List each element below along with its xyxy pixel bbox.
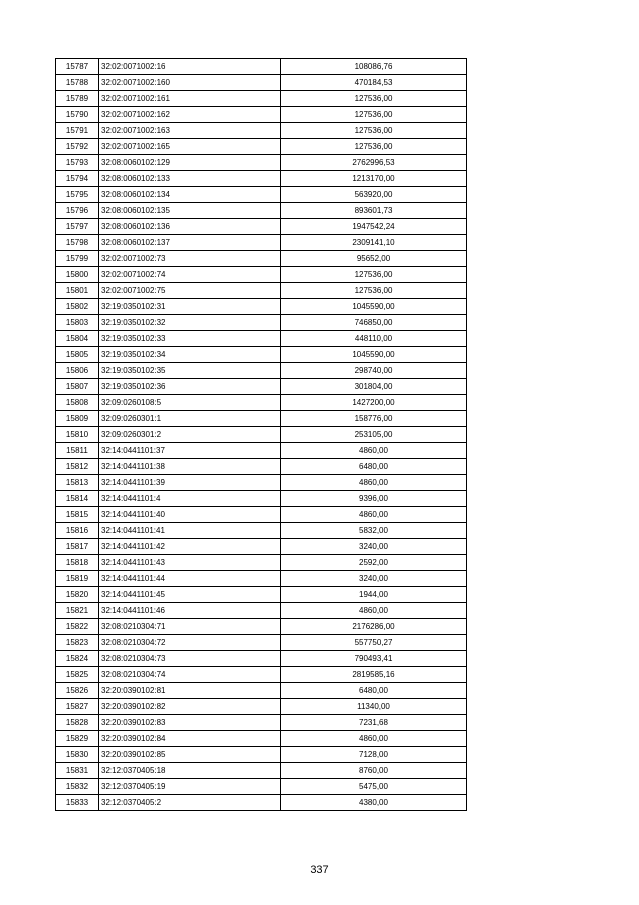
table-row — [56, 235, 467, 251]
table-row — [56, 155, 467, 171]
cadastral-number-cell: 32:20:0390102:83 — [99, 715, 281, 731]
row-number-cell: 15821 — [56, 603, 99, 619]
value-cell: 4860,00 — [281, 731, 467, 747]
table-row — [56, 747, 467, 763]
row-number-cell: 15805 — [56, 347, 99, 363]
value-cell: 1427200,00 — [281, 395, 467, 411]
value-cell: 6480,00 — [281, 459, 467, 475]
table-row — [56, 699, 467, 715]
value-cell: 8760,00 — [281, 763, 467, 779]
cadastral-number-cell: 32:14:0441101:42 — [99, 539, 281, 555]
table-row — [56, 651, 467, 667]
row-number-cell: 15788 — [56, 75, 99, 91]
row-number-cell: 15804 — [56, 331, 99, 347]
row-number-cell: 15795 — [56, 187, 99, 203]
value-cell: 1213170,00 — [281, 171, 467, 187]
table-row — [56, 299, 467, 315]
row-number-cell: 15794 — [56, 171, 99, 187]
cadastral-number-cell: 32:19:0350102:31 — [99, 299, 281, 315]
cadastral-number-cell: 32:19:0350102:35 — [99, 363, 281, 379]
table-row — [56, 91, 467, 107]
row-number-cell: 15828 — [56, 715, 99, 731]
value-cell: 2762996,53 — [281, 155, 467, 171]
cadastral-number-cell: 32:14:0441101:37 — [99, 443, 281, 459]
row-number-cell: 15793 — [56, 155, 99, 171]
row-number-cell: 15816 — [56, 523, 99, 539]
row-number-cell: 15811 — [56, 443, 99, 459]
row-number-cell: 15790 — [56, 107, 99, 123]
row-number-cell: 15826 — [56, 683, 99, 699]
table-row — [56, 443, 467, 459]
cadastral-number-cell: 32:20:0390102:82 — [99, 699, 281, 715]
table-row — [56, 763, 467, 779]
cadastral-number-cell: 32:12:0370405:2 — [99, 795, 281, 811]
row-number-cell: 15803 — [56, 315, 99, 331]
cadastral-number-cell: 32:12:0370405:19 — [99, 779, 281, 795]
table-row — [56, 715, 467, 731]
value-cell: 7128,00 — [281, 747, 467, 763]
row-number-cell: 15796 — [56, 203, 99, 219]
value-cell: 746850,00 — [281, 315, 467, 331]
row-number-cell: 15798 — [56, 235, 99, 251]
value-cell: 301804,00 — [281, 379, 467, 395]
value-cell: 127536,00 — [281, 139, 467, 155]
table-row — [56, 603, 467, 619]
cadastral-number-cell: 32:19:0350102:34 — [99, 347, 281, 363]
table-row — [56, 619, 467, 635]
value-cell: 1045590,00 — [281, 347, 467, 363]
value-cell: 158776,00 — [281, 411, 467, 427]
cadastral-number-cell: 32:08:0210304:73 — [99, 651, 281, 667]
row-number-cell: 15792 — [56, 139, 99, 155]
value-cell: 9396,00 — [281, 491, 467, 507]
value-cell: 448110,00 — [281, 331, 467, 347]
cadastral-number-cell: 32:08:0060102:129 — [99, 155, 281, 171]
table-row — [56, 779, 467, 795]
row-number-cell: 15797 — [56, 219, 99, 235]
cadastral-number-cell: 32:19:0350102:32 — [99, 315, 281, 331]
table-row — [56, 219, 467, 235]
table-row — [56, 139, 467, 155]
row-number-cell: 15799 — [56, 251, 99, 267]
row-number-cell: 15818 — [56, 555, 99, 571]
table-row — [56, 187, 467, 203]
row-number-cell: 15787 — [56, 59, 99, 75]
cadastral-number-cell: 32:14:0441101:40 — [99, 507, 281, 523]
cadastral-number-cell: 32:02:0071002:74 — [99, 267, 281, 283]
value-cell: 5832,00 — [281, 523, 467, 539]
row-number-cell: 15800 — [56, 267, 99, 283]
row-number-cell: 15809 — [56, 411, 99, 427]
value-cell: 2176286,00 — [281, 619, 467, 635]
row-number-cell: 15801 — [56, 283, 99, 299]
cadastral-number-cell: 32:02:0071002:75 — [99, 283, 281, 299]
table-row — [56, 251, 467, 267]
table-row — [56, 363, 467, 379]
value-cell: 790493,41 — [281, 651, 467, 667]
table-row — [56, 587, 467, 603]
value-cell: 127536,00 — [281, 107, 467, 123]
value-cell: 2592,00 — [281, 555, 467, 571]
table-row — [56, 171, 467, 187]
value-cell: 127536,00 — [281, 91, 467, 107]
value-cell: 3240,00 — [281, 571, 467, 587]
table-row — [56, 635, 467, 651]
table-row — [56, 667, 467, 683]
cadastral-number-cell: 32:14:0441101:38 — [99, 459, 281, 475]
cadastral-number-cell: 32:08:0060102:134 — [99, 187, 281, 203]
value-cell: 253105,00 — [281, 427, 467, 443]
value-cell: 108086,76 — [281, 59, 467, 75]
cadastral-number-cell: 32:08:0060102:137 — [99, 235, 281, 251]
row-number-cell: 15808 — [56, 395, 99, 411]
value-cell: 7231,68 — [281, 715, 467, 731]
table-row — [56, 315, 467, 331]
row-number-cell: 15823 — [56, 635, 99, 651]
row-number-cell: 15806 — [56, 363, 99, 379]
cadastral-number-cell: 32:14:0441101:45 — [99, 587, 281, 603]
cadastral-number-cell: 32:02:0071002:161 — [99, 91, 281, 107]
cadastral-number-cell: 32:08:0060102:136 — [99, 219, 281, 235]
table-row — [56, 203, 467, 219]
cadastral-number-cell: 32:08:0210304:74 — [99, 667, 281, 683]
cadastral-number-cell: 32:02:0071002:16 — [99, 59, 281, 75]
cadastral-number-cell: 32:14:0441101:4 — [99, 491, 281, 507]
table-row — [56, 379, 467, 395]
cadastral-number-cell: 32:08:0060102:135 — [99, 203, 281, 219]
cadastral-number-cell: 32:14:0441101:43 — [99, 555, 281, 571]
value-cell: 4860,00 — [281, 507, 467, 523]
table-row — [56, 283, 467, 299]
row-number-cell: 15807 — [56, 379, 99, 395]
row-number-cell: 15815 — [56, 507, 99, 523]
table-row — [56, 795, 467, 811]
table-row — [56, 507, 467, 523]
table-row — [56, 395, 467, 411]
row-number-cell: 15833 — [56, 795, 99, 811]
value-cell: 11340,00 — [281, 699, 467, 715]
table-row — [56, 59, 467, 75]
row-number-cell: 15791 — [56, 123, 99, 139]
value-cell: 95652,00 — [281, 251, 467, 267]
table-row — [56, 267, 467, 283]
table-row — [56, 539, 467, 555]
cadastral-number-cell: 32:19:0350102:33 — [99, 331, 281, 347]
row-number-cell: 15825 — [56, 667, 99, 683]
row-number-cell: 15817 — [56, 539, 99, 555]
row-number-cell: 15802 — [56, 299, 99, 315]
value-cell: 127536,00 — [281, 267, 467, 283]
value-cell: 1947542,24 — [281, 219, 467, 235]
row-number-cell: 15813 — [56, 475, 99, 491]
table-row — [56, 523, 467, 539]
cadastral-number-cell: 32:19:0350102:36 — [99, 379, 281, 395]
value-cell: 3240,00 — [281, 539, 467, 555]
value-cell: 470184,53 — [281, 75, 467, 91]
cadastral-number-cell: 32:08:0060102:133 — [99, 171, 281, 187]
table-row — [56, 331, 467, 347]
cadastral-number-cell: 32:08:0210304:72 — [99, 635, 281, 651]
value-cell: 4380,00 — [281, 795, 467, 811]
value-cell: 1045590,00 — [281, 299, 467, 315]
cadastral-number-cell: 32:02:0071002:73 — [99, 251, 281, 267]
table-row — [56, 731, 467, 747]
row-number-cell: 15822 — [56, 619, 99, 635]
table-row — [56, 459, 467, 475]
table-row — [56, 555, 467, 571]
table-body — [56, 59, 467, 811]
value-cell: 557750,27 — [281, 635, 467, 651]
cadastral-number-cell: 32:14:0441101:46 — [99, 603, 281, 619]
table-row — [56, 411, 467, 427]
value-cell: 1944,00 — [281, 587, 467, 603]
value-cell: 6480,00 — [281, 683, 467, 699]
table-row — [56, 475, 467, 491]
table-row — [56, 75, 467, 91]
cadastral-number-cell: 32:14:0441101:44 — [99, 571, 281, 587]
table-row — [56, 571, 467, 587]
cadastral-number-cell: 32:20:0390102:81 — [99, 683, 281, 699]
table-row — [56, 123, 467, 139]
row-number-cell: 15820 — [56, 587, 99, 603]
value-cell: 298740,00 — [281, 363, 467, 379]
value-cell: 4860,00 — [281, 443, 467, 459]
row-number-cell: 15832 — [56, 779, 99, 795]
cadastral-number-cell: 32:09:0260301:2 — [99, 427, 281, 443]
cadastral-number-cell: 32:02:0071002:162 — [99, 107, 281, 123]
row-number-cell: 15827 — [56, 699, 99, 715]
row-number-cell: 15830 — [56, 747, 99, 763]
row-number-cell: 15819 — [56, 571, 99, 587]
cadastral-number-cell: 32:09:0260108:5 — [99, 395, 281, 411]
cadastral-number-cell: 32:14:0441101:39 — [99, 475, 281, 491]
row-number-cell: 15810 — [56, 427, 99, 443]
value-cell: 2819585,16 — [281, 667, 467, 683]
cadastral-number-cell: 32:09:0260301:1 — [99, 411, 281, 427]
cadastral-number-cell: 32:20:0390102:85 — [99, 747, 281, 763]
row-number-cell: 15831 — [56, 763, 99, 779]
cadastral-number-cell: 32:20:0390102:84 — [99, 731, 281, 747]
value-cell: 893601,73 — [281, 203, 467, 219]
row-number-cell: 15829 — [56, 731, 99, 747]
table-row — [56, 427, 467, 443]
row-number-cell: 15812 — [56, 459, 99, 475]
cadastre-value-table — [55, 58, 467, 811]
cadastral-number-cell: 32:08:0210304:71 — [99, 619, 281, 635]
cadastral-number-cell: 32:02:0071002:163 — [99, 123, 281, 139]
value-cell: 563920,00 — [281, 187, 467, 203]
cadastral-number-cell: 32:12:0370405:18 — [99, 763, 281, 779]
cadastral-number-cell: 32:02:0071002:160 — [99, 75, 281, 91]
value-cell: 2309141,10 — [281, 235, 467, 251]
page-number: 337 — [310, 864, 329, 876]
table-row — [56, 347, 467, 363]
table-row — [56, 491, 467, 507]
cadastral-number-cell: 32:02:0071002:165 — [99, 139, 281, 155]
cadastral-number-cell: 32:14:0441101:41 — [99, 523, 281, 539]
row-number-cell: 15814 — [56, 491, 99, 507]
row-number-cell: 15824 — [56, 651, 99, 667]
value-cell: 4860,00 — [281, 475, 467, 491]
value-cell: 127536,00 — [281, 283, 467, 299]
value-cell: 5475,00 — [281, 779, 467, 795]
row-number-cell: 15789 — [56, 91, 99, 107]
table-row — [56, 683, 467, 699]
table-row — [56, 107, 467, 123]
value-cell: 4860,00 — [281, 603, 467, 619]
value-cell: 127536,00 — [281, 123, 467, 139]
